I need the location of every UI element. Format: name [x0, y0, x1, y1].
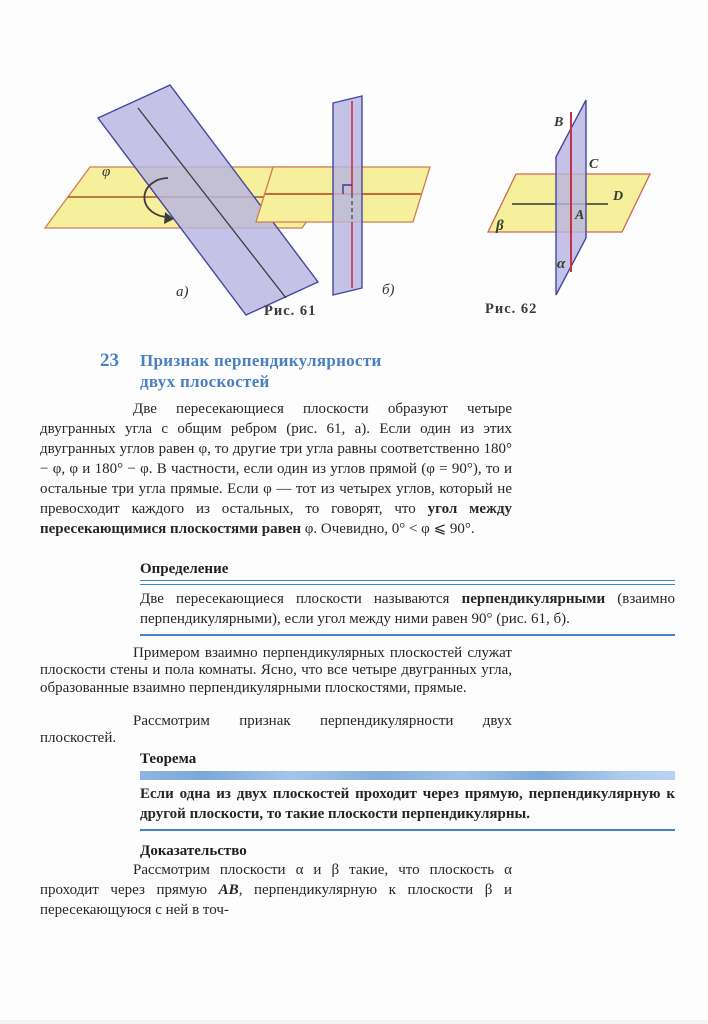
- proof-paragraph: [40, 860, 512, 920]
- proof-text-end: , перпендикулярную к плоскости β и пересекающуюся с ней в точ-: [40, 882, 512, 918]
- intro-text: Две пересекающиеся плоскости образуют четыре двугранных угла с общим ребром (рис. 61, а). Если один из этих двугранных углов равен φ, то другие три угла равны соответственно 180° − φ, φ и 180° − φ. В частности, если один из углов прямой (φ = 90°), то и остальные три угла прямые. Если φ — тот из четырех углов, который не превосходит каждого из остальных, то говорят, что: [40, 401, 512, 517]
- theorem-bottom-rule: [140, 829, 675, 831]
- plane-alpha-label: α: [557, 256, 566, 272]
- angle-phi-label: φ: [102, 164, 111, 180]
- intro-text-end: φ. Очевидно, 0° < φ ⩽ 90°.: [301, 521, 475, 537]
- point-d-label: D: [613, 189, 624, 204]
- section-number: 23: [100, 350, 119, 371]
- theorem-block: [140, 751, 675, 831]
- section-title-line1: Признак перпендикулярности: [140, 351, 382, 370]
- section-title: [140, 350, 382, 392]
- proof-text-start: Рассмотрим плоскости α и β такие, что плоскость α проходит через прямую: [40, 862, 512, 898]
- figure-61b: [252, 78, 454, 318]
- definition-text-end: (взаимно перпендикулярными), если угол между ними равен 90° (рис. 61, б).: [140, 591, 675, 627]
- vertical-plane: [333, 96, 362, 295]
- plane-beta-label: β: [496, 218, 504, 234]
- definition-block: [140, 561, 675, 636]
- definition-bold-term: перпендикулярными: [461, 591, 606, 607]
- intro-paragraph: [40, 399, 512, 539]
- point-a-label: A: [575, 208, 585, 223]
- figure-61b-label: б): [382, 282, 395, 298]
- figure-62-caption: Рис. 62: [485, 301, 538, 317]
- section-heading: [100, 350, 382, 392]
- section-title-line2: двух плоскостей: [140, 372, 270, 391]
- definition-text: [140, 590, 675, 629]
- point-b-label: B: [554, 115, 564, 130]
- theorem-heading: Теорема: [140, 751, 197, 767]
- point-c-label: C: [589, 157, 599, 172]
- theorem-highlight-bar: [140, 771, 675, 780]
- definition-heading: Определение: [140, 561, 229, 577]
- definition-top-rule: [140, 580, 675, 585]
- theorem-text: Если одна из двух плоскостей проходит через прямую, перпендикулярную к другой плоскости, то такие плоскости перпендикулярны.: [140, 786, 675, 822]
- proof-heading: Доказательство: [140, 843, 247, 859]
- figure-62: [448, 78, 708, 318]
- example-paragraph: Примером взаимно перпендикулярных плоскостей служат плоскости стены и пола комнаты. Ясно, что все четыре двугранных угла, образованные взаимно перпендикулярными плоскостями, прямые.: [40, 645, 512, 696]
- definition-bottom-rule: [140, 634, 675, 636]
- figure-61a-label: а): [176, 284, 189, 300]
- figure-61-caption: Рис. 61: [264, 303, 317, 319]
- definition-text-start: Две пересекающиеся плоскости называются: [140, 591, 462, 607]
- proof-line-ab: AB: [218, 882, 239, 898]
- lead-paragraph: Рассмотрим признак перпендикулярности двух плоскостей.: [40, 713, 512, 747]
- intro-bold-phrase: угол между пересекающимися плоскостями равен: [40, 501, 512, 537]
